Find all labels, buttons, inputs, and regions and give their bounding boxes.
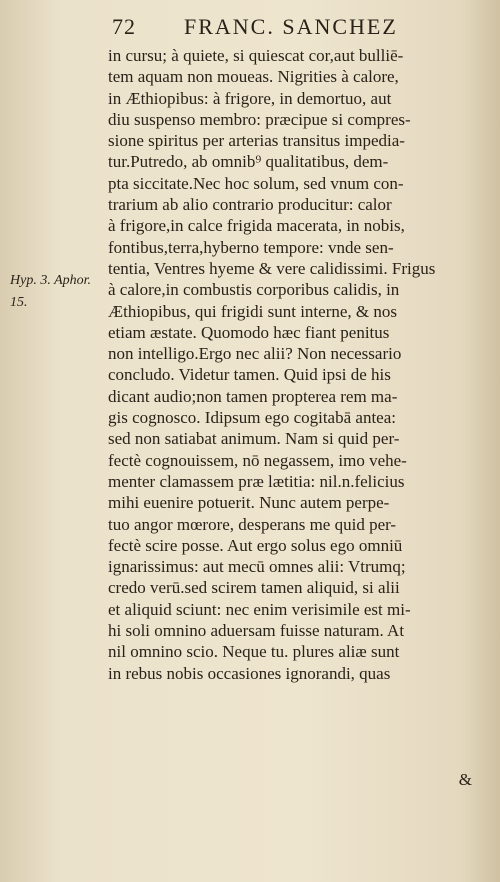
margin-note-line: Hyp. 3. Aphor.	[10, 273, 92, 288]
text-line: tur.Putredo, ab omnib⁹ qualitatibus, dem-	[108, 152, 389, 172]
text-line: credo verū.sed scirem tamen aliquid, si alii	[108, 578, 400, 598]
text-line: fontibus,terra,hyberno tempore: vnde sen-	[108, 237, 394, 257]
text-line: trarium ab alio contrario producitur: calor	[108, 195, 392, 215]
text-line: gis cognosco. Idipsum ego cogitabā antea:	[108, 408, 396, 428]
text-line: et aliquid sciunt: nec enim verisimile est mi-	[108, 599, 411, 619]
text-line: in cursu; à quiete, si quiescat cor,aut bulliē-	[108, 46, 404, 65]
text-line: fectè scire posse. Aut ergo solus ego omniū	[108, 535, 403, 555]
text-line: tentia, Ventres hyeme & vere calidissimi. Frigus	[108, 258, 436, 278]
text-line: mihi euenire potuerit. Nunc autem perpe-	[108, 493, 390, 513]
text-line: concludo. Videtur tamen. Quid ipsi de his	[108, 365, 391, 385]
text-line: à frigore,in calce frigida macerata, in nobis,	[108, 216, 405, 236]
margin-note	[10, 270, 110, 314]
body-text	[108, 45, 483, 684]
text-line: sione spiritus per arterias transitus impedia-	[108, 131, 405, 151]
text-line: Æthiopibus, qui frigidi sunt interne, & nos	[108, 301, 397, 321]
text-line: in Æthiopibus: à frigore, in demortuo, aut	[108, 88, 392, 108]
text-line: hi soli omnino aduersam fuisse naturam. At	[108, 621, 405, 641]
text-line: diu suspenso membro: præcipue si compres-	[108, 109, 411, 129]
text-line: menter clamassem præ lætitia: nil.n.felicius	[108, 471, 405, 491]
text-line: nil omnino scio. Neque tu. plures aliæ sunt	[108, 642, 400, 662]
text-line: fectè cognouissem, nō negassem, imo vehe-	[108, 450, 407, 470]
page-header	[112, 14, 442, 44]
text-line: etiam æstate. Quomodo hæc fiant penitus	[108, 322, 390, 342]
catchword: &	[458, 770, 472, 789]
text-line: in rebus nobis occasiones ignorandi, quas	[108, 663, 391, 683]
margin-note-line: 15.	[10, 295, 28, 310]
text-line: ignarissimus: aut mecū omnes alii: Vtrumq;	[108, 557, 406, 577]
text-line: pta siccitate.Nec hoc solum, sed vnum con-	[108, 173, 404, 193]
text-line: tem aquam non moueas. Nigrities à calore,	[108, 67, 399, 87]
text-line: sed non satiabat animum. Nam si quid per-	[108, 429, 400, 449]
text-line: non intelligo.Ergo nec alii? Non necessario	[108, 344, 402, 364]
running-head: FRANC. SANCHEZ	[184, 14, 398, 39]
text-line: tuo angor mœrore, desperans me quid per-	[108, 514, 397, 534]
page-number: 72	[112, 14, 136, 39]
text-line: dicant audio;non tamen propterea rem ma-	[108, 386, 398, 406]
text-line: à calore,in combustis corporibus calidis, in	[108, 280, 400, 300]
